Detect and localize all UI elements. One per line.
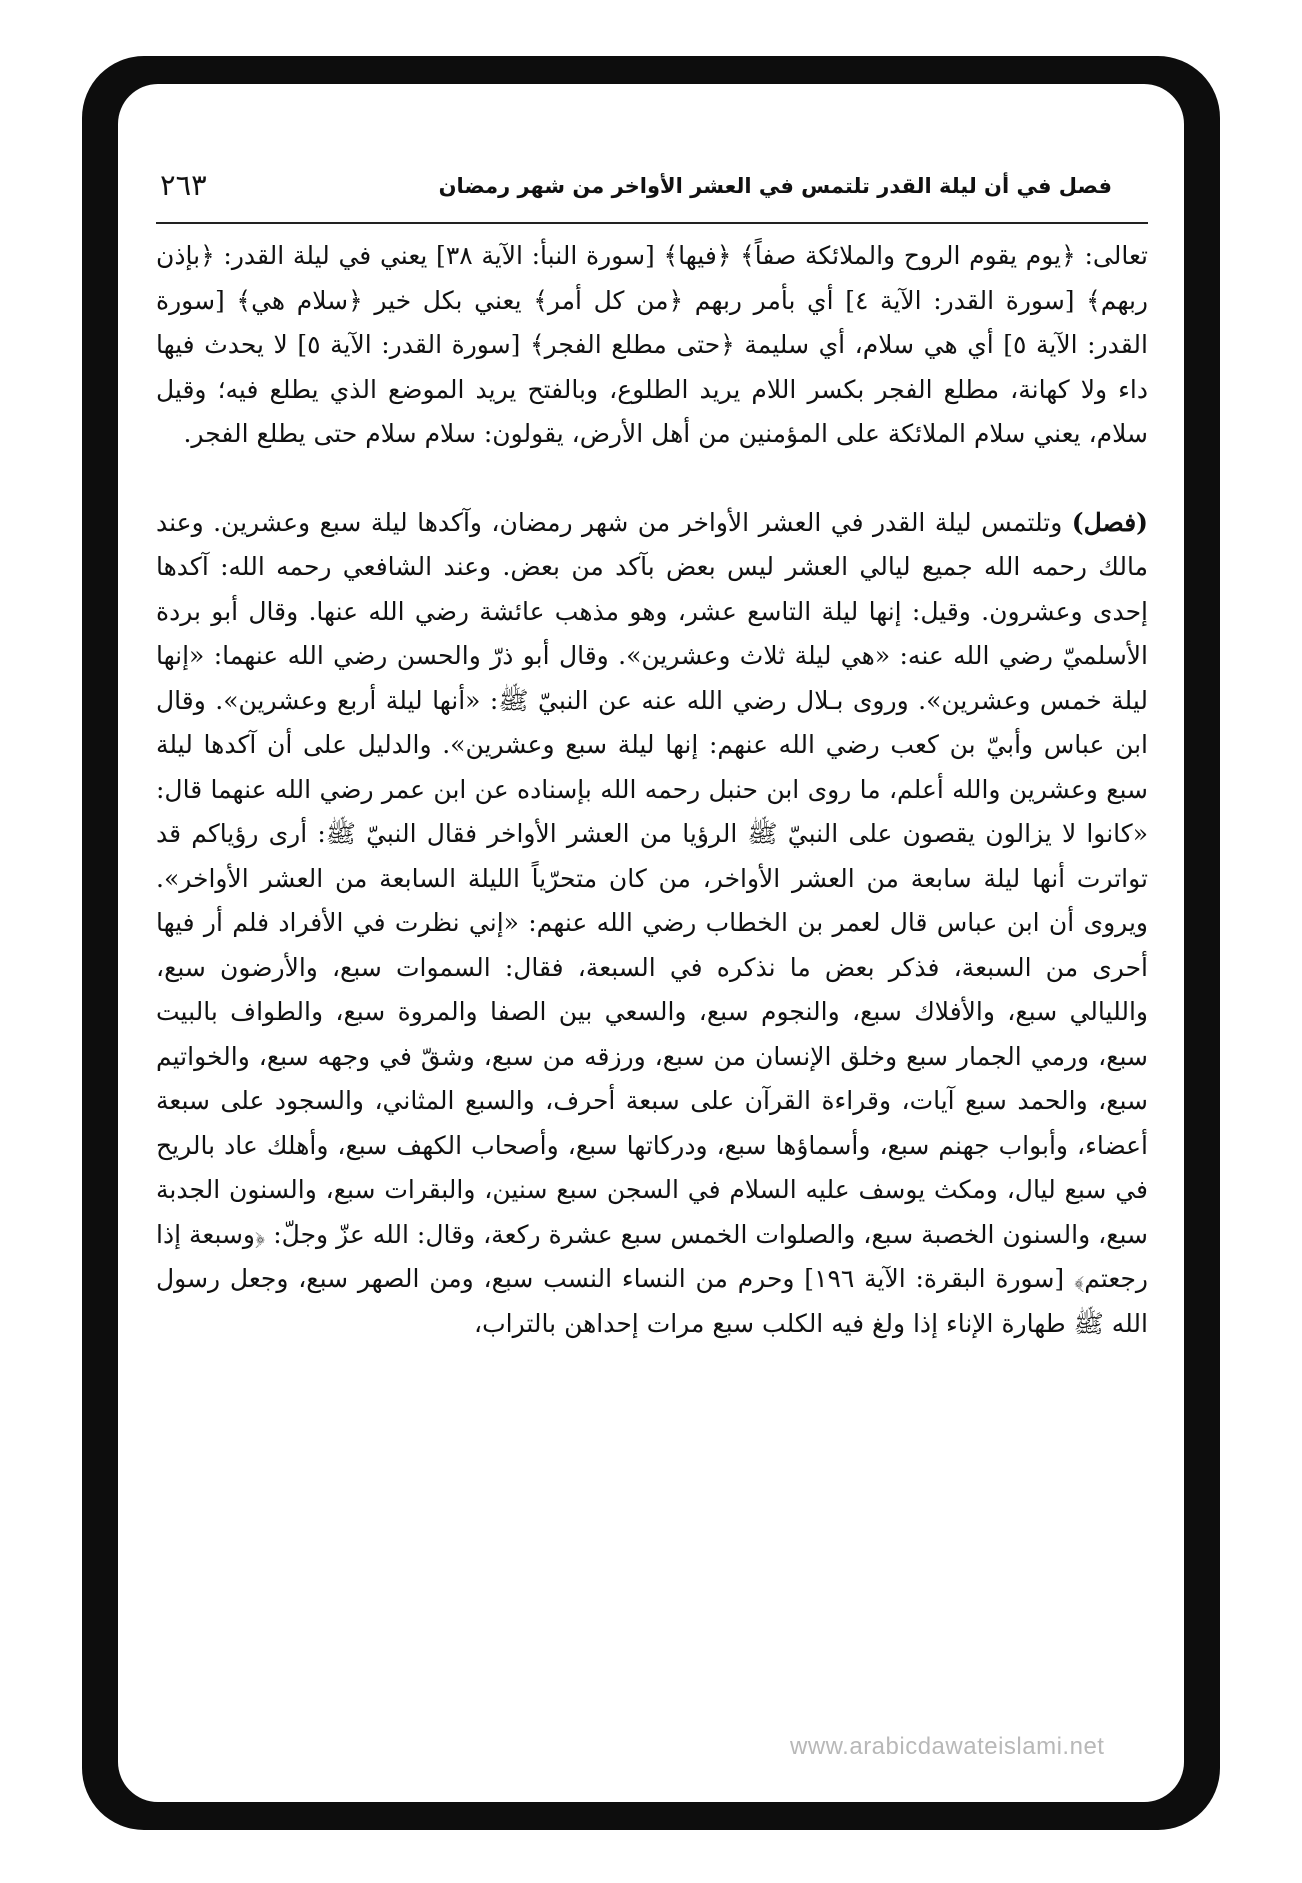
- header-rule: [156, 222, 1148, 224]
- page-header: [156, 168, 1148, 220]
- paragraph-2-text: وتلتمس ليلة القدر في العشر الأواخر من شهر رمضان، وآكدها ليلة سبع وعشرين. وعند مالك رحمه الله جميع ليالي العشر ليس بعض بآكد من بعض. وعند الشافعي رحمه الله: آكدها إحدى وعشرون. وقيل: إنها ليلة التاسع عشر، وهو مذهب عائشة رضي الله عنها. وقال أبو بردة الأسلميّ رضي الله عنه: «هي ليلة ثلاث وعشرين». وقال أبو ذرّ والحسن رضي الله عنهما: «إنها ليلة خمس وعشرين». وروى بـلال رضي الله عنه عن النبيّ ﷺ: «أنها ليلة أربع وعشرين». وقال ابن عباس وأبيّ بن كعب رضي الله عنهم: إنها ليلة سبع وعشرين». والدليل على أن آكدها ليلة سبع وعشرين والله أعلم، ما روى ابن حنبل رحمه الله بإسناده عن ابن عمر رضي الله عنهما قال: «كانوا لا يزالون يقصون على النبيّ ﷺ الرؤيا من العشر الأواخر فقال النبيّ ﷺ: أرى رؤياكم قد تواترت أنها ليلة سابعة من العشر الأواخر، من كان متحرّياً الليلة السابعة من العشر الأواخر». ويروى أن ابن عباس قال لعمر بن الخطاب رضي الله عنهم: «إني نظرت في الأفراد فلم أر فيها أحرى من السبعة، فذكر بعض ما نذكره في السبعة، فقال: السموات سبع، والأرضون سبع، والليالي سبع، والأفلاك سبع، والنجوم سبع، والسعي بين الصفا والمروة سبع، والطواف بالبيت سبع، ورمي الجمار سبع وخلق الإنسان من سبع، ورزقه من سبع، وشقّ في وجهه سبع، والخواتيم سبع، والحمد سبع آيات، وقراءة القرآن على سبعة أحرف، والسبع المثاني، والسجود على سبعة أعضاء، وأبواب جهنم سبع، وأسماؤها سبع، ودركاتها سبع، وأصحاب الكهف سبع، وأهلك عاد بالريح في سبع ليال، ومكث يوسف عليه السلام في السجن سبع سنين، والبقرات سبع، والسنون الجدبة سبع، والسنون الخصبة سبع، والصلوات الخمس سبع عشرة ركعة، وقال: الله عزّ وجلّ: ﴿وسبعة إذا رجعتم﴾ [سورة البقرة: الآية ١٩٦] وحرم من النساء النسب سبع، ومن الصهر سبع، وجعل رسول الله ﷺ طهارة الإناء إذا ولغ فيه الكلب سبع مرات إحداهن بالتراب،: [156, 507, 1148, 1338]
- page-number: ٢٦٣: [160, 168, 207, 202]
- paragraph-2: [156, 501, 1148, 1347]
- running-title: فصل في أن ليلة القدر تلتمس في العشر الأواخر من شهر رمضان: [438, 174, 1112, 198]
- paragraph-1: تعالى: ﴿يوم يقوم الروح والملائكة صفاً﴾ ﴿فيها﴾ [سورة النبأ: الآية ٣٨] يعني في ليلة القدر: ﴿بإذن ربهم﴾ [سورة القدر: الآية ٤] أي بأمر ربهم ﴿من كل أمر﴾ يعني بكل خير ﴿سلام هي﴾ [سورة القدر: الآية ٥] أي هي سلام، أي سليمة ﴿حتى مطلع الفجر﴾ [سورة القدر: الآية ٥] لا يحدث فيها داء ولا كهانة، مطلع الفجر بكسر اللام يريد الطلوع، وبالفتح يريد الموضع الذي يطلع فيه؛ وقيل سلام، يعني سلام الملائكة على المؤمنين من أهل الأرض، يقولون: سلام سلام حتى يطلع الفجر.: [156, 241, 1148, 448]
- watermark: www.arabicdawateislami.net: [790, 1733, 1105, 1760]
- body-text: [156, 234, 1148, 1346]
- section-marker: (فصل): [1071, 507, 1148, 537]
